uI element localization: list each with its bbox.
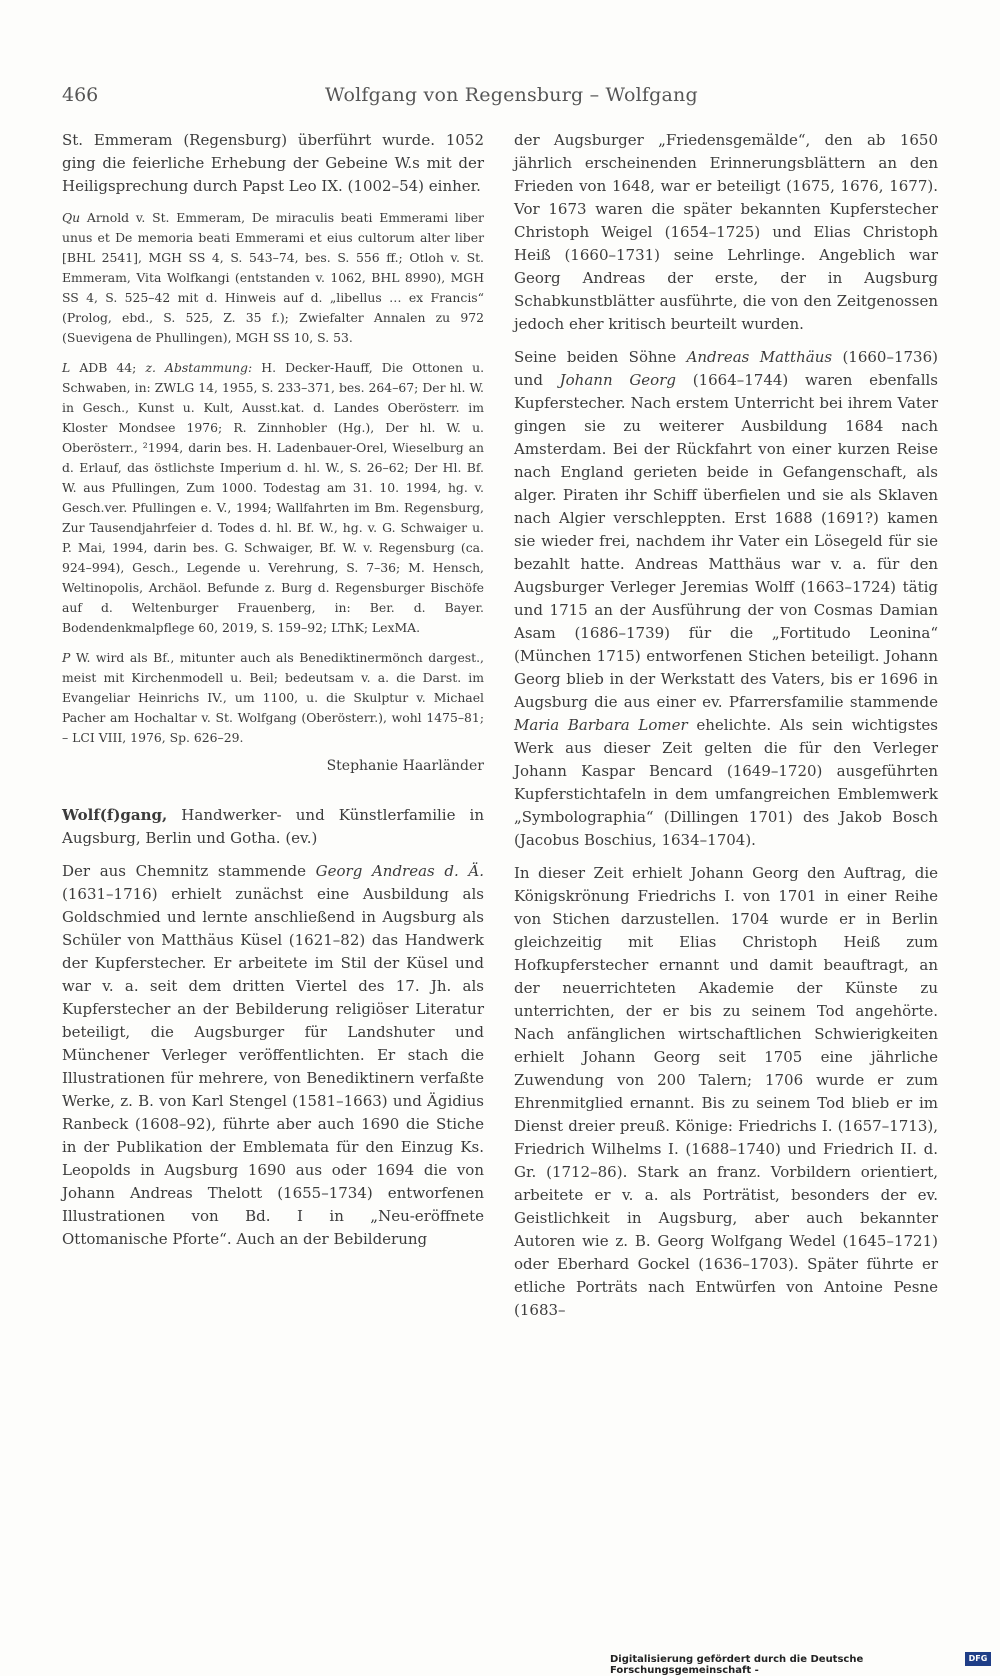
paragraph: der Augsburger „Friedensgemälde“, den ab 1650 jährlich erscheinenden Erinnerungsblättern an den Frieden von 1648, war er beteiligt (1675, 1676, 1677). Vor 1673 waren die später bekannten Kupferstecher Christoph Weigel (1654–1725) und Elias Christoph Heiß (1660–1731) seine Lehrlinge. Angeblich war Georg Andreas der erste, der in Augsburg Schabkunstblätter ausführte, die von den Zeitgenossen jedoch eher kritisch beurteilt wurden.	[514, 131, 938, 333]
entry-title: Wolf(f)gang,	[62, 806, 168, 824]
author-signature: Stephanie Haarländer	[326, 758, 484, 774]
literature-paragraph	[62, 358, 484, 638]
l-text-1: ADB 44;	[70, 360, 146, 375]
page-number: 466	[62, 84, 99, 106]
running-head: Wolfgang von Regensburg – Wolfgang	[325, 84, 698, 106]
portraits-paragraph	[62, 648, 484, 748]
right-column	[514, 129, 938, 1332]
paragraph	[62, 860, 484, 1251]
person-name: Maria Barbara Lomer	[514, 716, 688, 734]
text-run: ehelichte. Als sein wichtigstes Werk aus dieser Zeit gelten die für den Verleger Johann Kaspar Bencard (1649–1720) ausgeführten Kupferstichtafeln in dem umfangreichen Emblemwerk „Symbolographia“ (Dillingen 1701) des Jakob Bosch (Jacobus Boschius, 1634–1704).	[514, 716, 938, 849]
text-run: (1660–1736) und	[514, 348, 938, 389]
p-label: P	[62, 650, 71, 665]
paragraph	[514, 346, 938, 852]
person-name: Georg Andreas d. Ä.	[315, 862, 484, 880]
entry-subtitle: Handwerker- und Künstlerfamilie in Augsburg, Berlin und Gotha. (ev.)	[62, 806, 484, 847]
dfg-logo: DFG	[965, 1652, 991, 1666]
entry-heading	[62, 804, 484, 850]
text-run: Seine beiden Söhne	[514, 348, 687, 366]
l-label: L	[62, 360, 71, 375]
paragraph: St. Emmeram (Regensburg) überführt wurde. 1052 ging die feierliche Erhebung der Gebeine W.s mit der Heiligsprechung durch Papst Leo IX. (1002–54) einher.	[62, 131, 484, 195]
qu-label: Qu	[62, 210, 81, 225]
left-column	[62, 129, 484, 1261]
text-run: (1631–1716) erhielt zunächst eine Ausbildung als Goldschmied und lernte anschließend in Augsburg als Schüler von Matthäus Küsel (1621–82) das Handwerk der Kupferstecher. Er arbeitete im Stil der Küsel und war v. a. seit dem dritten Viertel des 17. Jh. als Kupferstecher an der Bebilderung religiöser Literatur beteiligt, die Augsburger für Landshuter und Münchener Verleger veröffentlichten. Er stach die Illustrationen für mehrere, von Benediktinern verfaßte Werke, z. B. von Karl Stengel (1581–1663) und Ägidius Ranbeck (1608–92), führte aber auch 1690 die Stiche in der Publikation der Emblemata für den Einzug Ks. Leopolds in Augsburg 1690 aus oder 1694 die von Johann Andreas Thelott (1655–1734) entworfenen Illustrationen von Bd. I in „Neu-eröffnete Ottomanische Pforte“. Auch an der Bebilderung	[62, 885, 484, 1248]
text-run: (1664–1744) waren ebenfalls Kupferstecher. Nach erstem Unterricht bei ihrem Vater gingen sie zu weiterer Ausbildung 1684 nach Amsterdam. Bei der Rückfahrt von einer kurzen Reise nach England gerieten beide in Gefangenschaft, als alger. Piraten ihr Schiff überfielen und sie als Sklaven nach Algier verschleppten. Erst 1688 (1691?) kamen sie wieder frei, nachdem ihr Vater ein Lösegeld für sie bezahlt hatte. Andreas Matthäus war v. a. für den Augsburger Verleger Jeremias Wolff (1663–1724) tätig und 1715 an der Ausführung der von Cosmas Damian Asam (1686–1739) für die „Fortitudo Leonina“ (München 1715) entworfenen Stichen beteiligt. Johann Georg blieb in der Werkstatt des Vaters, bis er 1696 in Augsburg die aus einer ev. Pfarrersfamilie stammende	[514, 371, 938, 711]
p-text: W. wird als Bf., mitunter auch als Benediktinermönch dargest., meist mit Kirchenmodell u. Beil; bedeutsam v. a. die Darst. im Evangeliar Heinrichs IV., um 1100, u. die Skulptur v. Michael Pacher am Hochaltar v. St. Wolfgang (Oberösterr.), wohl 1475–81; – LCI VIII, 1976, Sp. 626–29.	[62, 650, 484, 745]
paragraph: In dieser Zeit erhielt Johann Georg den Auftrag, die Königskrönung Friedrichs I. von 1701 in einer Reihe von Stichen darzustellen. 1704 wurde er in Berlin gleichzeitig mit Elias Christoph Heiß zum Hofkupferstecher ernannt und damit beauftragt, an der neuerrichteten Akademie der Künste zu unterrichten, der er bis zu seinem Tod angehörte. Nach anfänglichen wirtschaftlichen Schwierigkeiten erhielt Johann Georg seit 1705 eine jährliche Zuwendung von 200 Talern; 1706 wurde er zum Ehrenmitglied ernannt. Bis zu seinem Tod blieb er im Dienst dreier preuß. Könige: Friedrichs I. (1657–1713), Friedrich Wilhelms I. (1688–1740) und Friedrich II. d. Gr. (1712–86). Stark an franz. Vorbildern orientiert, arbeitete er v. a. als Porträtist, besonders der ev. Geistlichkeit in Augsburg, aber auch bekannter Autoren wie z. B. Georg Wolfgang Wedel (1645–1721) oder Eberhard Gockel (1636–1703). Später führte er etliche Porträts nach Entwürfen von Antoine Pesne (1683–	[514, 864, 938, 1319]
person-name: Johann Georg	[559, 371, 676, 389]
l-abstammung: z. Abstammung:	[145, 360, 253, 375]
digitization-credit: Digitalisierung gefördert durch die Deutsche Forschungsgemeinschaft -	[610, 1654, 864, 1676]
person-name: Andreas Matthäus	[686, 348, 833, 366]
qu-text: Arnold v. St. Emmeram, De miraculis beati Emmerami liber unus et De memoria beati Emmerami et eius cultorum alter liber [BHL 2541], MGH SS 4, S. 543–74, bes. S. 556 ff.; Otloh v. St. Emmeram, Vita Wolfkangi (entstanden v. 1062, BHL 8990), MGH SS 4, S. 525–42 mit d. Hinweis auf d. „libellus … ex Francis“ (Prolog, ebd., S. 525, Z. 35 f.); Zwiefalter Annalen zu 972 (Suevigena de Phullingen), MGH SS 10, S. 53.	[62, 210, 484, 345]
text-run: Der aus Chemnitz stammende	[62, 862, 316, 880]
sources-paragraph	[62, 208, 484, 348]
l-text-2: H. Decker-Hauff, Die Ottonen u. Schwaben, in: ZWLG 14, 1955, S. 233–371, bes. 264–67; Der hl. W. in Gesch., Kunst u. Kult, Ausst.kat. d. Landes Oberösterr. im Kloster Mondsee 1976; R. Zinnhobler (Hg.), Der hl. W. u. Oberösterr., ²1994, darin bes. H. Ladenbauer-Orel, Wieselburg an d. Erlauf, das östlichste Imperium d. hl. W., S. 26–62; Der Hl. Bf. W. aus Pfullingen, Zum 1000. Todestag am 31. 10. 1994, hg. v. Gesch.ver. Pfullingen e. V., 1994; Wallfahrten im Bm. Regensburg, Zur Tausendjahrfeier d. Todes d. hl. Bf. W., hg. v. G. Schwaiger u. P. Mai, 1994, darin bes. G. Schwaiger, Bf. W. v. Regensburg (ca. 924–994), Gesch., Legende u. Verehrung, S. 7–36; M. Hensch, Weltinopolis, Archäol. Befunde z. Burg d. Regensburger Bischöfe auf d. Weltenburger Frauenberg, in: Ber. d. Bayer. Bodendenkmalpflege 60, 2019, S. 159–92; LThK; LexMA.	[62, 360, 485, 635]
